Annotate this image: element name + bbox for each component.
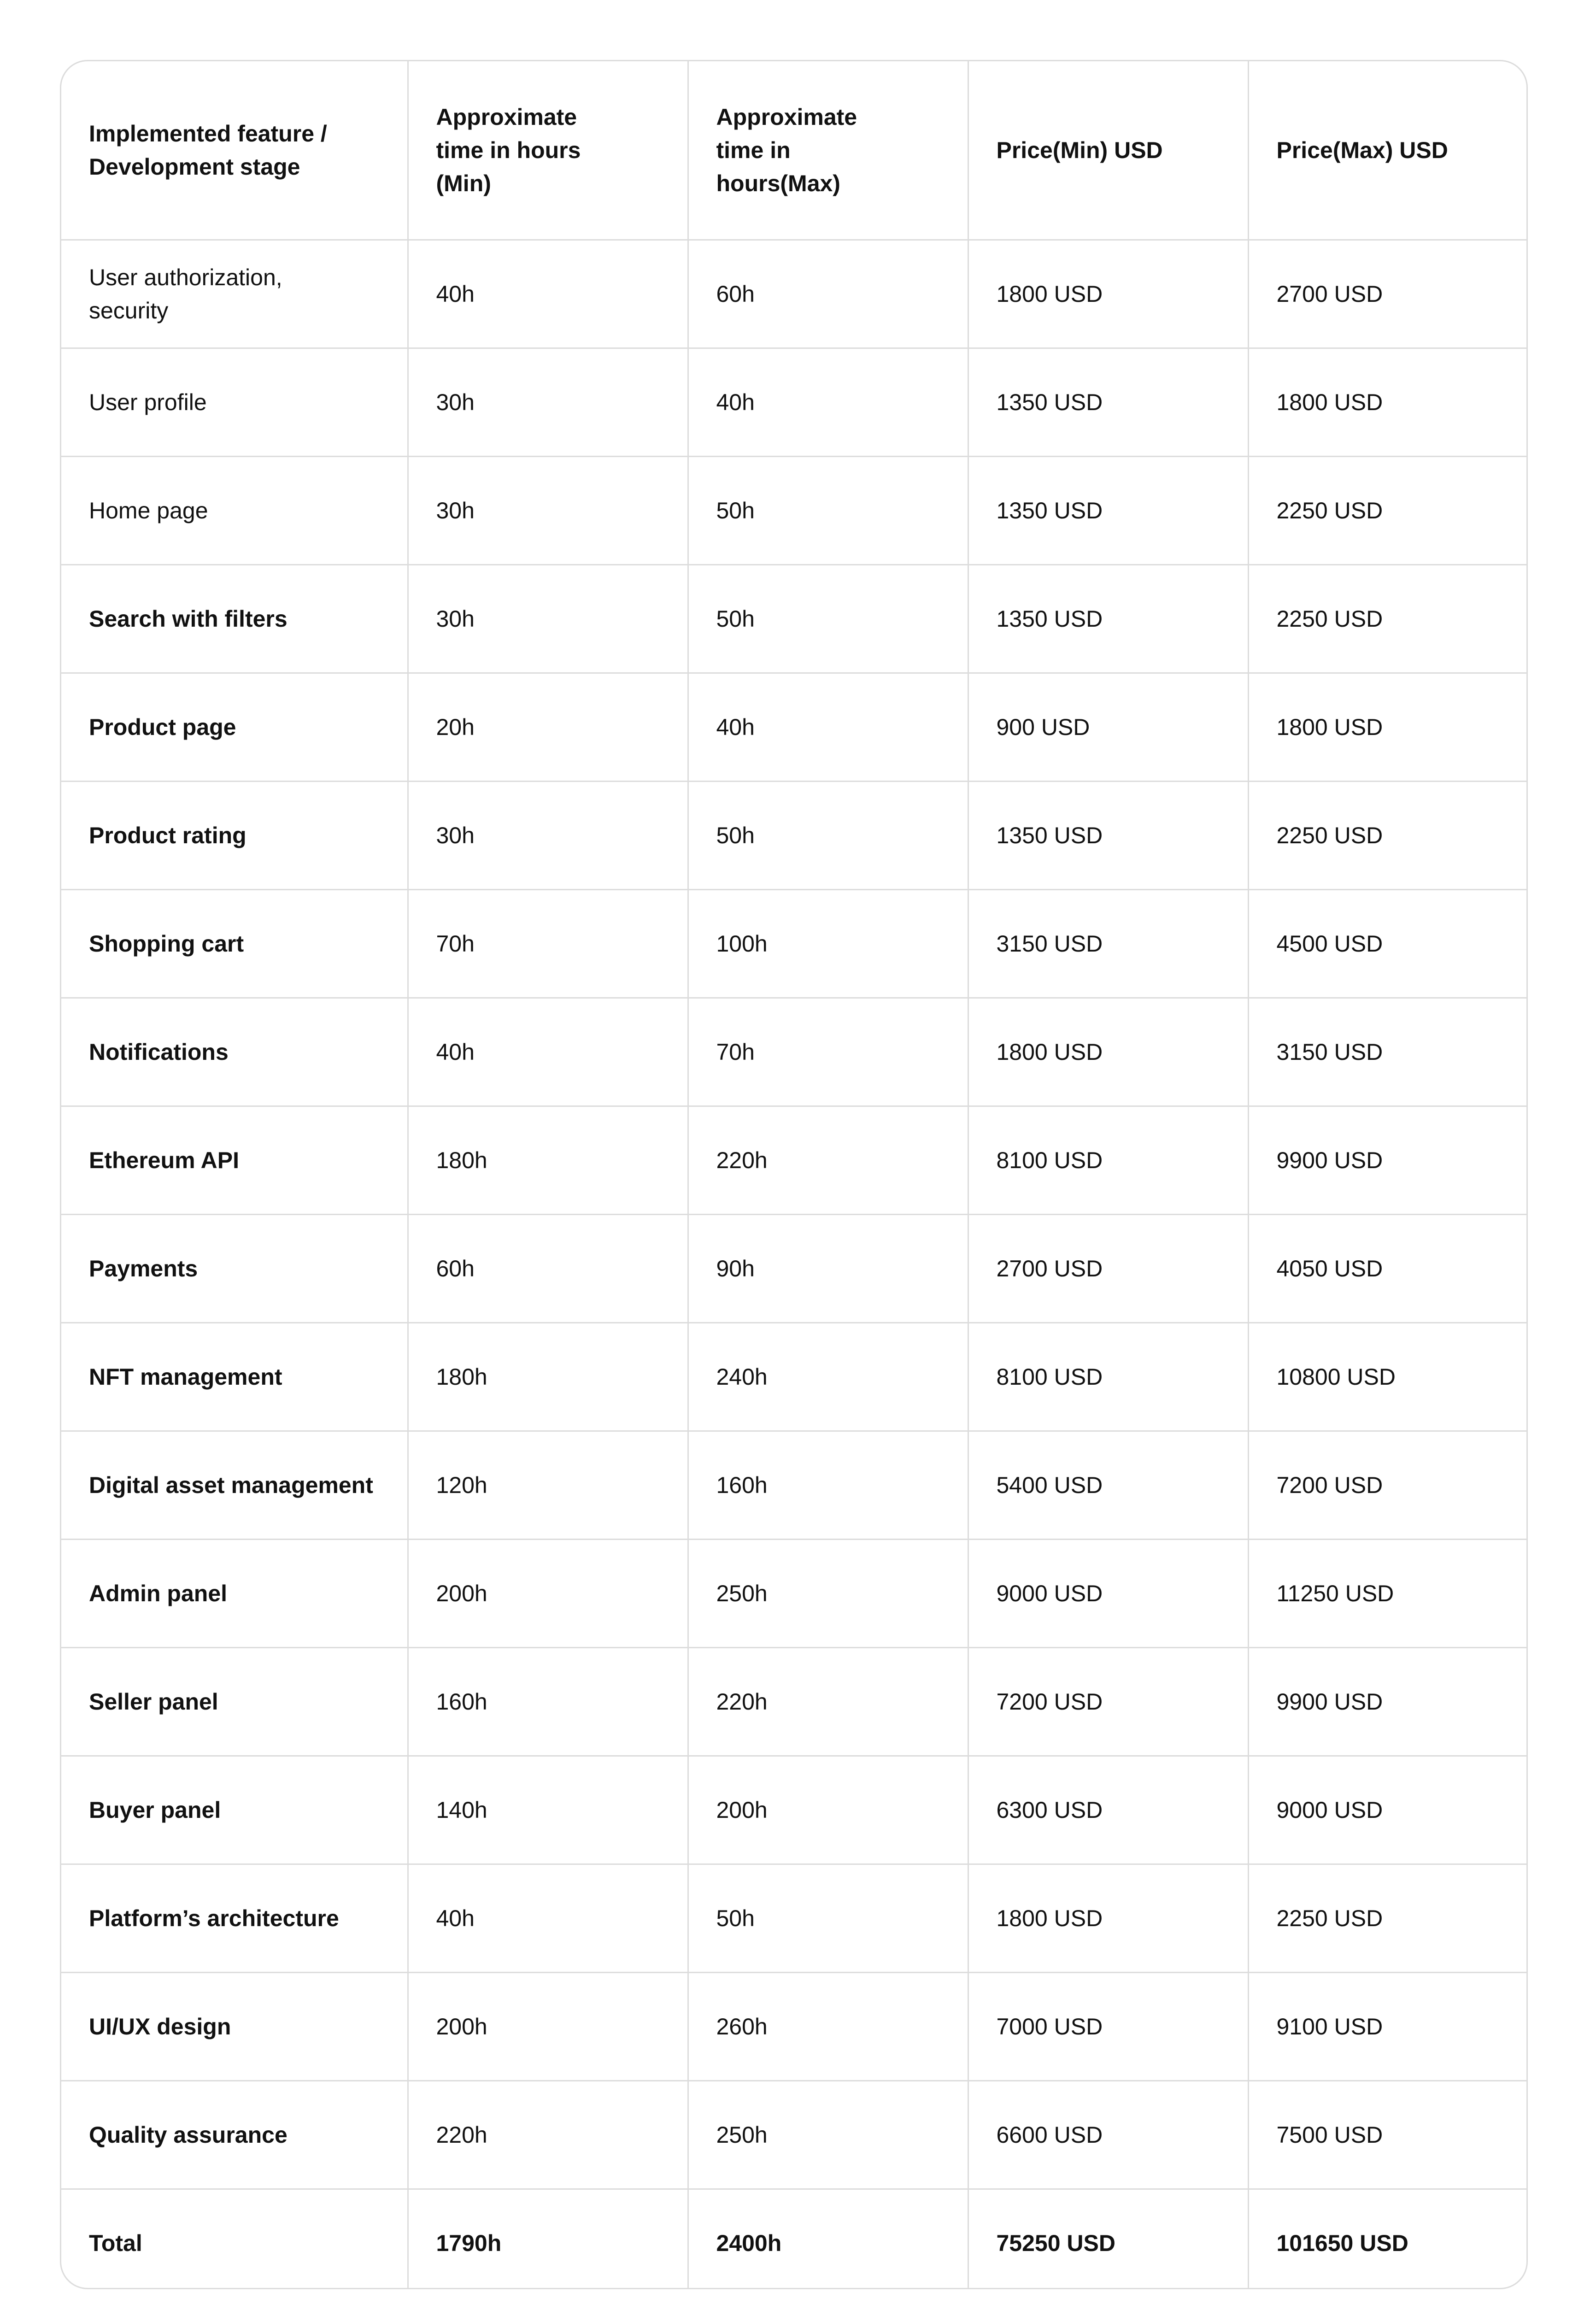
cell-min-hours: 30h <box>408 564 688 673</box>
cell-feature: Shopping cart <box>61 889 408 998</box>
cell-min-hours: 40h <box>408 240 688 348</box>
cell-min-hours: 160h <box>408 1647 688 1756</box>
total-cell-min-hours: 1790h <box>408 2189 688 2289</box>
cell-min-price: 1350 USD <box>968 564 1248 673</box>
cell-min-price: 1800 USD <box>968 1864 1248 1972</box>
cell-feature: Home page <box>61 456 408 564</box>
cell-min-price: 1800 USD <box>968 998 1248 1106</box>
cell-min-price: 1350 USD <box>968 456 1248 564</box>
cell-max-price: 7500 USD <box>1248 2081 1528 2189</box>
total-cell-max-hours: 2400h <box>688 2189 968 2289</box>
cell-min-price: 5400 USD <box>968 1431 1248 1539</box>
cell-min-hours: 40h <box>408 1864 688 1972</box>
cell-max-hours: 250h <box>688 1539 968 1647</box>
table-row <box>61 1756 1528 1864</box>
cell-min-hours: 30h <box>408 456 688 564</box>
cell-min-price: 8100 USD <box>968 1322 1248 1431</box>
cell-feature: Digital asset management <box>61 1431 408 1539</box>
cell-max-hours: 100h <box>688 889 968 998</box>
cell-feature: NFT management <box>61 1322 408 1431</box>
cell-max-price: 2700 USD <box>1248 240 1528 348</box>
header-row <box>61 61 1528 240</box>
cell-min-hours: 30h <box>408 781 688 889</box>
cell-min-hours: 40h <box>408 998 688 1106</box>
table-row <box>61 673 1528 781</box>
cell-max-hours: 60h <box>688 240 968 348</box>
cell-max-hours: 260h <box>688 1972 968 2081</box>
cell-feature: Product rating <box>61 781 408 889</box>
table-row <box>61 1864 1528 1972</box>
cell-max-hours: 200h <box>688 1756 968 1864</box>
cell-max-price: 11250 USD <box>1248 1539 1528 1647</box>
total-row <box>61 2189 1528 2289</box>
total-cell-min-price: 75250 USD <box>968 2189 1248 2289</box>
cell-min-hours: 180h <box>408 1322 688 1431</box>
header-max-price: Price(Max) USD <box>1248 61 1528 240</box>
cell-max-hours: 240h <box>688 1322 968 1431</box>
cell-min-price: 2700 USD <box>968 1214 1248 1322</box>
cell-feature: Quality assurance <box>61 2081 408 2189</box>
cell-max-price: 2250 USD <box>1248 456 1528 564</box>
table-row <box>61 1647 1528 1756</box>
cell-max-price: 7200 USD <box>1248 1431 1528 1539</box>
cell-min-hours: 140h <box>408 1756 688 1864</box>
cell-max-hours: 160h <box>688 1431 968 1539</box>
cell-max-price: 1800 USD <box>1248 673 1528 781</box>
cell-feature: Search with filters <box>61 564 408 673</box>
cell-max-price: 10800 USD <box>1248 1322 1528 1431</box>
cell-max-hours: 250h <box>688 2081 968 2189</box>
cell-min-hours: 120h <box>408 1431 688 1539</box>
cell-min-hours: 180h <box>408 1106 688 1214</box>
cell-max-hours: 50h <box>688 1864 968 1972</box>
table-row <box>61 1539 1528 1647</box>
cell-min-hours: 200h <box>408 1539 688 1647</box>
cell-max-price: 4500 USD <box>1248 889 1528 998</box>
cell-max-hours: 220h <box>688 1647 968 1756</box>
cell-max-price: 9900 USD <box>1248 1647 1528 1756</box>
table-row <box>61 2081 1528 2189</box>
cell-max-hours: 50h <box>688 781 968 889</box>
cell-max-hours: 220h <box>688 1106 968 1214</box>
cell-feature: Admin panel <box>61 1539 408 1647</box>
cell-min-price: 6300 USD <box>968 1756 1248 1864</box>
table-row <box>61 348 1528 456</box>
cell-max-price: 3150 USD <box>1248 998 1528 1106</box>
pricing-table <box>61 61 1528 2289</box>
table-row <box>61 1322 1528 1431</box>
table-row <box>61 1106 1528 1214</box>
cell-max-price: 2250 USD <box>1248 781 1528 889</box>
cell-feature: Notifications <box>61 998 408 1106</box>
pricing-table-container <box>60 60 1528 2289</box>
header-feature: Implemented feature / Development stage <box>61 61 408 240</box>
table-row <box>61 1214 1528 1322</box>
cell-min-price: 900 USD <box>968 673 1248 781</box>
table-row <box>61 240 1528 348</box>
cell-min-price: 9000 USD <box>968 1539 1248 1647</box>
cell-max-price: 9900 USD <box>1248 1106 1528 1214</box>
header-min-price: Price(Min) USD <box>968 61 1248 240</box>
cell-max-hours: 50h <box>688 456 968 564</box>
cell-max-hours: 50h <box>688 564 968 673</box>
cell-min-hours: 30h <box>408 348 688 456</box>
cell-max-hours: 90h <box>688 1214 968 1322</box>
header-min-hours: Approximate time in hours (Min) <box>408 61 688 240</box>
cell-max-hours: 70h <box>688 998 968 1106</box>
cell-feature: Ethereum API <box>61 1106 408 1214</box>
total-cell-feature: Total <box>61 2189 408 2289</box>
cell-min-hours: 20h <box>408 673 688 781</box>
table-row <box>61 781 1528 889</box>
cell-feature: Buyer panel <box>61 1756 408 1864</box>
table-row <box>61 1431 1528 1539</box>
cell-min-hours: 200h <box>408 1972 688 2081</box>
table-row <box>61 564 1528 673</box>
cell-max-price: 9000 USD <box>1248 1756 1528 1864</box>
table-row <box>61 889 1528 998</box>
header-max-hours: Approximate time in hours(Max) <box>688 61 968 240</box>
table-row <box>61 456 1528 564</box>
cell-min-hours: 60h <box>408 1214 688 1322</box>
cell-feature: Platform’s architecture <box>61 1864 408 1972</box>
cell-feature: User authorization, security <box>61 240 408 348</box>
cell-max-hours: 40h <box>688 673 968 781</box>
cell-min-price: 7200 USD <box>968 1647 1248 1756</box>
table-row <box>61 1972 1528 2081</box>
cell-max-hours: 40h <box>688 348 968 456</box>
cell-min-price: 6600 USD <box>968 2081 1248 2189</box>
total-cell-max-price: 101650 USD <box>1276 2230 1408 2257</box>
cell-min-price: 8100 USD <box>968 1106 1248 1214</box>
cell-feature: UI/UX design <box>61 1972 408 2081</box>
cell-feature: Product page <box>61 673 408 781</box>
cell-max-price: 2250 USD <box>1248 1864 1528 1972</box>
table-header <box>61 61 1528 240</box>
cell-feature: Seller panel <box>61 1647 408 1756</box>
cell-min-price: 7000 USD <box>968 1972 1248 2081</box>
table-body <box>61 240 1528 2289</box>
cell-max-price: 2250 USD <box>1248 564 1528 673</box>
cell-feature: User profile <box>61 348 408 456</box>
cell-max-price: 4050 USD <box>1248 1214 1528 1322</box>
cell-min-hours: 220h <box>408 2081 688 2189</box>
cell-max-price: 1800 USD <box>1248 348 1528 456</box>
cell-max-price: 9100 USD <box>1248 1972 1528 2081</box>
table-row <box>61 998 1528 1106</box>
cell-min-price: 3150 USD <box>968 889 1248 998</box>
cell-min-price: 1350 USD <box>968 348 1248 456</box>
cell-min-price: 1350 USD <box>968 781 1248 889</box>
cell-feature: Payments <box>61 1214 408 1322</box>
cell-min-hours: 70h <box>408 889 688 998</box>
cell-min-price: 1800 USD <box>968 240 1248 348</box>
